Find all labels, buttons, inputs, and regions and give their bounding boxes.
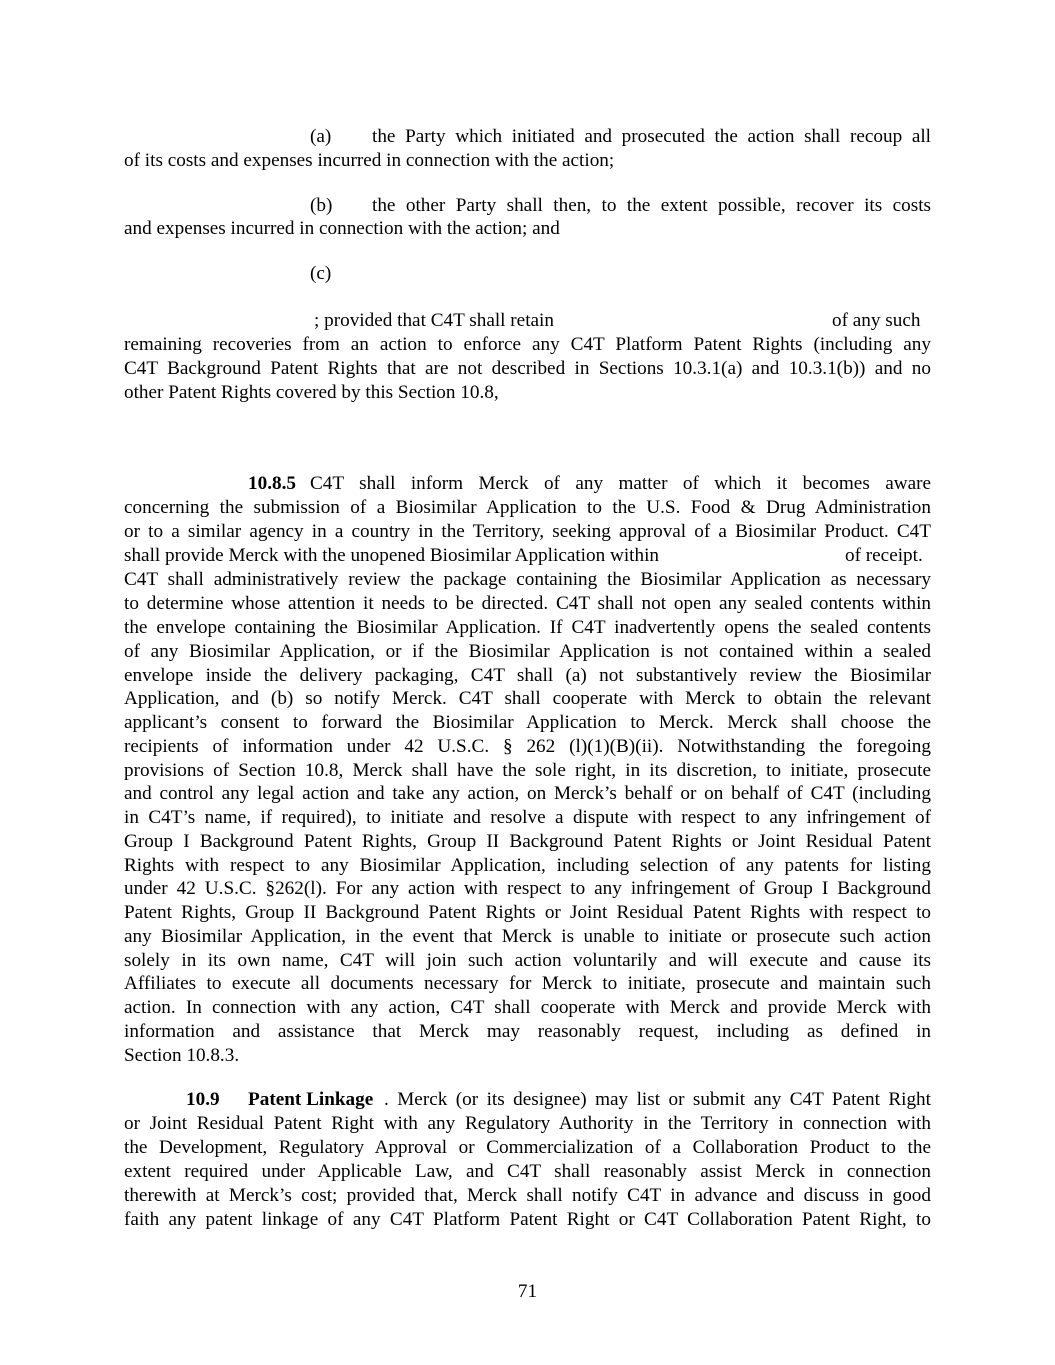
section-10-9-line: the Development, Regulatory Approval or Commercialization of a Collaboration Product to the [124,1137,931,1158]
item-c-line: remaining recoveries from an action to enforce any C4T Platform Patent Rights (including any [124,334,931,355]
item-a-line2: of its costs and expenses incurred in connection with the action; [124,150,615,171]
section-10-8-5-line: and control any legal action and take any action, on Merck’s behalf or on behalf of C4T (including [124,783,931,804]
section-10-9-line: therewith at Merck’s cost; provided that, Merck shall notify C4T in advance and discuss in good [124,1185,931,1206]
section-10-8-5-line: C4T shall administratively review the package containing the Biosimilar Application as necessary [124,569,931,590]
section-10-8-5-line: in C4T’s name, if required), to initiate and resolve a dispute with respect to any infringement of [124,807,931,828]
section-10-9-line: faith any patent linkage of any C4T Platform Patent Right or C4T Collaboration Patent Right, to [124,1209,931,1230]
section-10-8-5-first-line: C4T shall inform Merck of any matter of which it becomes aware [310,473,931,494]
section-10-9-line: or Joint Residual Patent Right with any Regulatory Authority in the Territory in connection with [124,1113,931,1134]
section-10-8-5-line: of any Biosimilar Application, or if the Biosimilar Application is not contained within a sealed [124,641,931,662]
section-10-8-5-line: Application, and (b) so notify Merck. C4T shall cooperate with Merck to obtain the relevant [124,688,931,709]
section-10-8-5-line: Affiliates to execute all documents necessary for Merck to initiate, prosecute and maintain such [124,973,931,994]
item-c-line: C4T Background Patent Rights that are not described in Sections 10.3.1(a) and 10.3.1(b)) and no [124,358,931,379]
section-10-8-5-line: applicant’s consent to forward the Biosimilar Application to Merck. Merck shall choose the [124,712,931,733]
section-10-8-5-number: 10.8.5 [248,473,296,494]
section-10-8-5-line: solely in its own name, C4T will join such action voluntarily and will execute and cause its [124,950,931,971]
section-10-8-5-line: the envelope containing the Biosimilar Application. If C4T inadvertently opens the sealed contents [124,617,931,638]
item-c-proviso-end: of any such [832,310,921,331]
item-b-line2: and expenses incurred in connection with the action; and [124,218,560,239]
section-10-9-number: 10.9 [186,1089,220,1110]
item-c-line: other Patent Rights covered by this Section 10.8, [124,382,499,403]
section-10-8-5-line: envelope inside the delivery packaging, C4T shall (a) not substantively review the Biosimilar [124,665,931,686]
section-10-8-5-line: under 42 U.S.C. §262(l). For any action with respect to any infringement of Group I Background [124,878,931,899]
section-10-8-5-last-line: Section 10.8.3. [124,1045,240,1066]
section-10-8-5-line: Group I Background Patent Rights, Group II Background Patent Rights or Joint Residual Patent [124,831,931,852]
section-10-9-heading: Patent Linkage [248,1089,374,1110]
section-10-8-5-line: any Biosimilar Application, in the event that Merck is unable to initiate or prosecute such action [124,926,931,947]
section-10-8-5-line: Rights with respect to any Biosimilar Application, including selection of any patents for listing [124,855,931,876]
section-10-8-5-line: recipients of information under 42 U.S.C. § 262 (l)(1)(B)(ii). Notwithstanding the foregoing [124,736,931,757]
item-c-label: (c) [310,263,332,284]
section-10-8-5-line-end: of receipt. [845,545,923,566]
section-10-9-line: extent required under Applicable Law, and C4T shall reasonably assist Merck in connection [124,1161,931,1182]
item-a-line1: the Party which initiated and prosecuted the action shall recoup all [372,126,931,147]
section-10-8-5-line-start: shall provide Merck with the unopened Biosimilar Application within [124,545,660,566]
section-10-8-5-line: information and assistance that Merck may reasonably request, including as defined in [124,1021,931,1042]
item-b-label: (b) [310,195,333,216]
section-10-8-5-line: action. In connection with any action, C4T shall cooperate with Merck and provide Merck with [124,997,931,1018]
section-10-8-5-line: to determine whose attention it needs to be directed. C4T shall not open any sealed contents within [124,593,931,614]
section-10-8-5-line: Patent Rights, Group II Background Patent Rights or Joint Residual Patent Rights with respect to [124,902,931,923]
section-10-8-5-line: concerning the submission of a Biosimilar Application to the U.S. Food & Drug Administration [124,497,931,518]
item-a-label: (a) [310,126,332,147]
item-b-line1: the other Party shall then, to the extent possible, recover its costs [372,195,931,216]
page-number: 71 [517,1281,538,1302]
section-10-8-5-line: provisions of Section 10.8, Merck shall have the sole right, in its discretion, to initiate, prosecute [124,760,931,781]
section-10-8-5-line: or to a similar agency in a country in the Territory, seeking approval of a Biosimilar Product. C4T [124,521,931,542]
item-c-proviso-start: ; provided that C4T shall retain [314,310,554,331]
section-10-9-first-line: . Merck (or its designee) may list or submit any C4T Patent Right [384,1089,931,1110]
